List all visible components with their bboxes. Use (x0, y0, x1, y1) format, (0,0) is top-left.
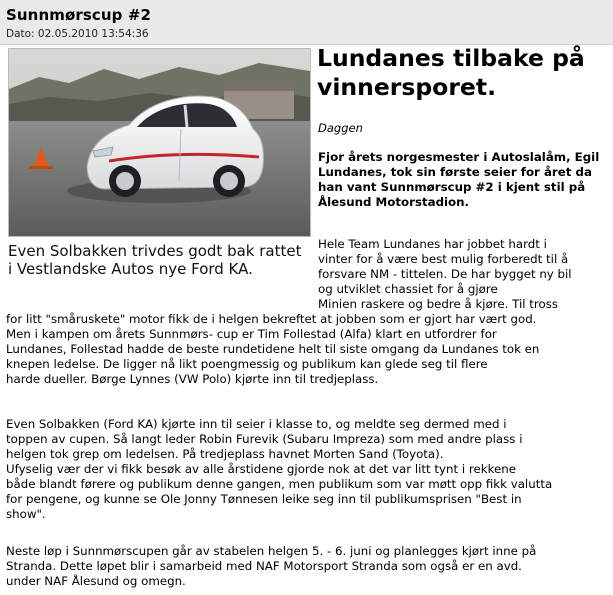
article-lead: Fjor årets norgesmester i Autoslalåm, Egil Lundanes, tok sin første seier for året da han vant Sunnmørscup #2 i kjent stil på Ålesund Motorstadion. (318, 150, 600, 209)
paragraph-3 (6, 462, 610, 522)
paragraph-2 (6, 417, 610, 462)
text-line: både blandt førere og publikum denne gangen, men publikum som var møtt opp fikk valutta (6, 477, 553, 491)
article-headline: Lundanes tilbake på vinnersporet. (317, 44, 585, 101)
text-line: Lundanes, Follestad hadde de beste rundetidene helt til siste omgang da Lundanes tok en (6, 342, 540, 356)
text-line: vinter for å være best mulig forberedt til å (318, 252, 569, 266)
text-line: Hele Team Lundanes har jobbet hardt i (318, 237, 547, 251)
text-line: harde dueller. Børge Lynnes (VW Polo) kjørte inn til tredjeplass. (6, 372, 379, 386)
text-line: for litt "småruskete" motor fikk de i helgen bekreftet at jobben som er gjort har vært god. (6, 312, 537, 326)
text-line: Ufyselig vær der vi fikk besøk av alle årstidene gjorde nok at det var litt tynt i rekkene (6, 462, 516, 476)
article-date: Dato: 02.05.2010 13:54:36 (6, 28, 149, 40)
text-line: Neste løp i Sunnmørscupen går av stabelen helgen 5. - 6. juni og planlegges kjørt inne på (6, 544, 537, 558)
text-line: Even Solbakken (Ford KA) kjørte inn til seier i klasse to, og meldte seg dermed med i (6, 417, 507, 431)
text-line: Minien raskere og bedre å kjøre. Til tross (318, 297, 559, 311)
text-line: forsvare NM - tittelen. De har bygget ny bil (318, 267, 572, 281)
text-line: og utviklet chassiet for å gjøre (318, 282, 498, 296)
car-photo-icon (9, 49, 310, 236)
text-line: show". (6, 507, 46, 521)
paragraph-1-start (318, 237, 612, 297)
text-line: knepen ledelse. De ligger nå likt poengmessig og publikum kan glede seg til flere (6, 357, 488, 371)
article-header (0, 0, 613, 45)
article-photo[interactable] (8, 48, 311, 237)
paragraph-4 (6, 544, 610, 589)
photo-caption: Even Solbakken trivdes godt bak rattet i Vestlandske Autos nye Ford KA. (8, 242, 302, 278)
text-line: helgen tok grep om ledelsen. På tredjeplass havnet Morten Sand (Toyota). (6, 447, 444, 461)
text-line: Stranda. Dette løpet blir i samarbeid med NAF Motorsport Stranda som også er en avd. (6, 559, 522, 573)
paragraph-1-continued (6, 297, 610, 387)
text-line: under NAF Ålesund og omegn. (6, 574, 186, 588)
text-line: toppen av cupen. Så langt leder Robin Furevik (Subaru Impreza) som med andre plass i (6, 432, 523, 446)
article-byline: Daggen (318, 121, 363, 135)
text-line: for pengene, og kunne se Ole Jonny Tønnesen leike seg inn til publikumsprisen "Best in (6, 492, 522, 506)
text-line: Men i kampen om årets Sunnmørs- cup er Tim Follestad (Alfa) klart en utfordrer for (6, 327, 497, 341)
page-title: Sunnmørscup #2 (6, 6, 152, 24)
